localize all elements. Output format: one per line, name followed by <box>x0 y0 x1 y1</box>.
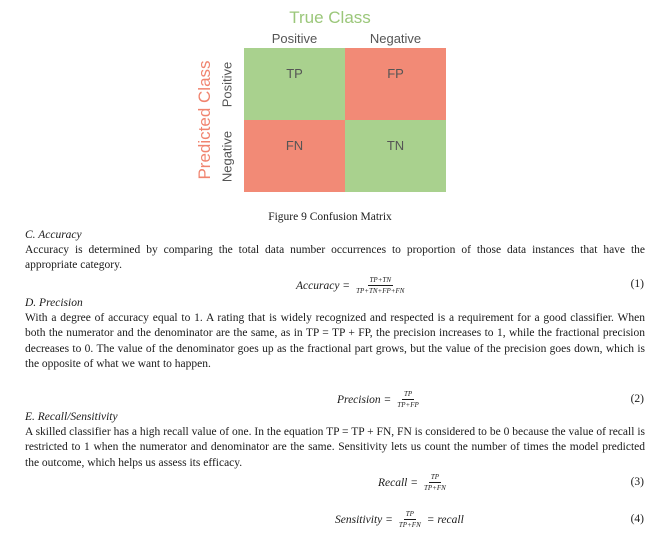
equation-sensitivity <box>335 510 464 529</box>
equation-number-2: (2) <box>630 393 644 405</box>
paragraph-precision: With a degree of accuracy equal to 1. A rating that is widely recognized and respected is a requirement for a good classifier. When both the numerator and the denominator are the same, as in TP = TP + FP, the precision increases to 1, while the fractional precision decreases to 0. The value of the denominator goes up as the fractional part grows, but the value of the precision goes down, which is the opposite of what we want to happen. <box>25 312 645 371</box>
equation-precision-lhs: Precision = <box>337 393 392 406</box>
cell-false-positive: FP <box>345 48 446 120</box>
col-label-negative: Negative <box>369 31 422 46</box>
row-label-positive: Positive <box>219 61 235 108</box>
equation-accuracy-fraction <box>354 276 406 295</box>
cell-true-positive: TP <box>244 48 345 120</box>
equation-recall-fraction <box>422 473 448 492</box>
equation-sensitivity-denominator: TP+FN <box>398 521 421 529</box>
equation-sensitivity-fraction <box>397 510 423 529</box>
true-class-title: True Class <box>289 8 371 27</box>
cell-false-negative: FN <box>244 120 345 192</box>
row-label-negative: Negative <box>219 130 235 183</box>
equation-number-3: (3) <box>630 476 644 488</box>
equation-precision-denominator: TP+FP <box>397 401 419 409</box>
equation-number-4: (4) <box>630 513 644 525</box>
equation-precision-numerator: TP <box>403 390 413 398</box>
cell-true-negative: TN <box>345 120 446 192</box>
equation-number-1: (1) <box>630 278 644 290</box>
equation-sensitivity-numerator: TP <box>405 510 414 518</box>
predicted-class-title: Predicted Class <box>195 60 214 180</box>
heading-recall-sensitivity: E. Recall/Sensitivity <box>25 411 118 423</box>
equation-recall <box>378 473 452 492</box>
equation-sensitivity-rhs: = recall <box>426 513 464 526</box>
equation-accuracy-numerator: TP+TN <box>369 276 391 284</box>
heading-accuracy: C. Accuracy <box>25 229 82 241</box>
paragraph-recall-sensitivity: A skilled classifier has a high recall value of one. In the equation TP = TP + FN, FN is considered to be 0 because the value of recall is restricted to 1 when the numerator and denominator are the same. Sensitivity lets us count the number of times the model predicted the outcome, which helps us assess its efficacy. <box>25 426 645 469</box>
equation-recall-numerator: TP <box>430 473 440 481</box>
equation-accuracy-lhs: Accuracy = <box>296 279 351 292</box>
paragraph-accuracy: Accuracy is determined by comparing the total data number occurrences to proportion of those data instances that have the appropriate category. <box>25 244 645 272</box>
equation-precision <box>337 390 425 409</box>
equation-precision-fraction <box>395 390 420 409</box>
equation-recall-denominator: TP+FN <box>424 484 446 492</box>
equation-sensitivity-lhs: Sensitivity = <box>335 513 393 526</box>
equation-recall-lhs: Recall = <box>378 476 419 489</box>
heading-precision: D. Precision <box>25 297 83 309</box>
equation-accuracy-denominator: TP+TN+FP+FN <box>356 287 405 295</box>
figure-caption: Figure 9 Confusion Matrix <box>268 211 392 223</box>
col-label-positive: Positive <box>271 31 318 46</box>
equation-accuracy <box>296 276 410 295</box>
